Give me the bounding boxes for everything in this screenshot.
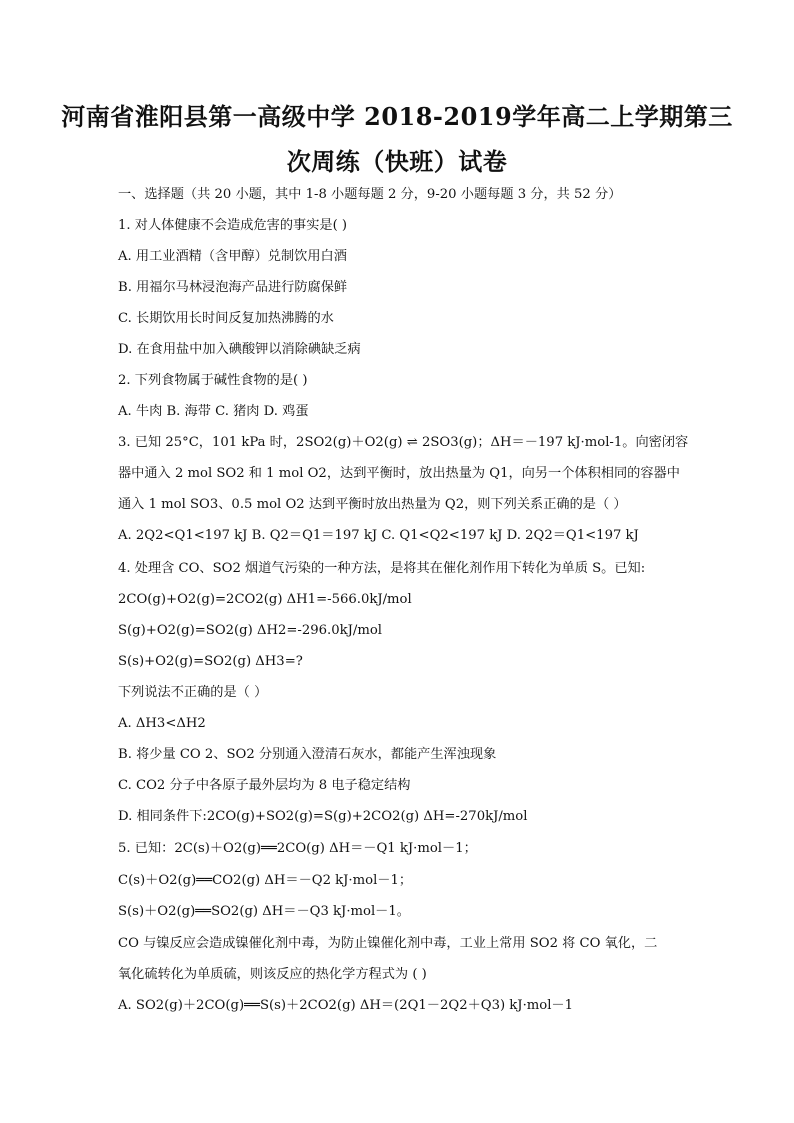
question-3-line-1: 3. 已知 25°C，101 kPa 时，2SO2(g)＋O2(g) ⇌ 2SO3(g)；ΔH＝－197 kJ·mol-1。向密闭容 [118,435,689,450]
question-5-equation-3: S(s)＋O2(g)══SO2(g) ΔH＝－Q3 kJ·mol－1。 [118,904,410,919]
question-3-options: A. 2Q2<Q1<197 kJ B. Q2＝Q1＝197 kJ C. Q1<Q2<197 kJ D. 2Q2＝Q1<197 kJ [118,528,639,543]
question-5-option-a: A. SO2(g)＋2CO(g)══S(s)＋2CO2(g) ΔH＝(2Q1－2Q2＋Q3) kJ·mol－1 [118,998,574,1013]
question-4: 4. 处理含 CO、SO2 烟道气污染的一种方法，是将其在催化剂作用下转化为单质 S。已知: [118,561,646,576]
question-4-option-d: D. 相同条件下:2CO(g)+SO2(g)=S(g)+2CO2(g) ΔH=-270kJ/mol [118,809,528,824]
question-1-option-a: A. 用工业酒精（含甲醇）兑制饮用白酒 [118,249,347,264]
page-title-line-2: 次周练（快班）试卷 [286,147,508,176]
question-1-option-b: B. 用福尔马林浸泡海产品进行防腐保鲜 [118,280,348,295]
question-3-line-2: 器中通入 2 mol SO2 和 1 mol O2，达到平衡时，放出热量为 Q1，向另一个体积相同的容器中 [118,466,680,481]
question-5-text-1: CO 与镍反应会造成镍催化剂中毒，为防止镍催化剂中毒，工业上常用 SO2 将 CO 氧化，二 [118,936,658,951]
question-4-option-c: C. CO2 分子中各原子最外层均为 8 电子稳定结构 [118,778,411,793]
question-4-equation-1: 2CO(g)+O2(g)=2CO2(g) ΔH1=-566.0kJ/mol [118,592,412,607]
question-4-equation-3: S(s)+O2(g)=SO2(g) ΔH3=? [118,654,303,669]
question-1-option-d: D. 在食用盐中加入碘酸钾以消除碘缺乏病 [118,342,361,357]
question-4-option-a: A. ΔH3<ΔH2 [118,716,206,731]
question-5-text-2: 氧化硫转化为单质硫，则该反应的热化学方程式为 ( ) [118,967,427,982]
question-4-prompt: 下列说法不正确的是（ ） [118,685,268,700]
question-3-line-3: 通入 1 mol SO3、0.5 mol O2 达到平衡时放出热量为 Q2，则下列关系正确的是（ ） [118,497,627,512]
question-2-options: A. 牛肉 B. 海带 C. 猪肉 D. 鸡蛋 [118,404,309,419]
section-heading: 一、选择题（共 20 小题，其中 1-8 小题每题 2 分，9-20 小题每题 3 分，共 52 分） [118,187,622,202]
question-2: 2. 下列食物属于碱性食物的是( ) [118,373,308,388]
page-title-line-1: 河南省淮阳县第一高级中学 2018-2019学年高二上学期第三 [61,102,733,131]
question-1-option-c: C. 长期饮用长时间反复加热沸腾的水 [118,311,334,326]
question-4-equation-2: S(g)+O2(g)=SO2(g) ΔH2=-296.0kJ/mol [118,623,383,638]
question-5: 5. 已知：2C(s)＋O2(g)══2CO(g) ΔH＝－Q1 kJ·mol－1； [118,841,477,856]
question-4-option-b: B. 将少量 CO 2、SO2 分别通入澄清石灰水，都能产生浑浊现象 [118,747,497,762]
question-1: 1. 对人体健康不会造成危害的事实是( ) [118,218,348,233]
question-5-equation-2: C(s)＋O2(g)══CO2(g) ΔH＝－Q2 kJ·mol－1； [118,873,413,888]
